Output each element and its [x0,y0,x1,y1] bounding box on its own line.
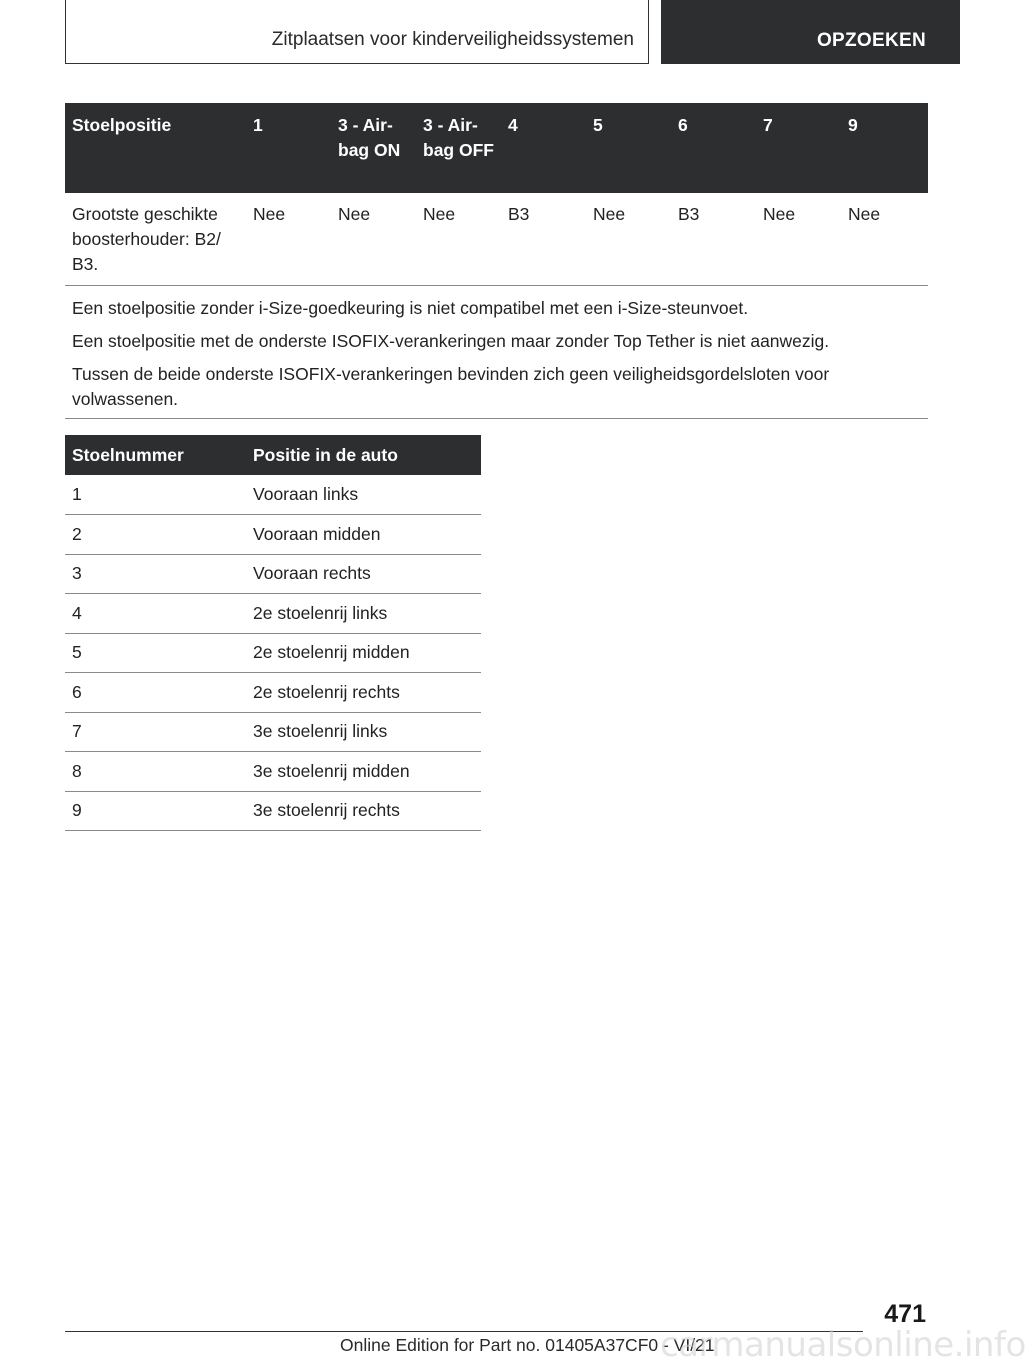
seat-position: Vooraan midden [246,515,481,555]
table-cell: B3 [671,193,756,286]
table-row [65,193,928,286]
seat-number: 4 [65,594,246,634]
seat-position: 2e stoelenrij rechts [246,673,481,713]
seat-position: 3e stoelenrij rechts [246,791,481,831]
column-header: Stoelnummer [65,435,246,475]
table-cell: Nee [416,193,501,286]
seat-number: 5 [65,633,246,673]
column-header: Stoelpositie [65,103,246,193]
seat-number: 1 [65,475,246,515]
column-header: 7 [756,103,841,193]
column-header: 3 - Air-bag ON [331,103,416,193]
table-notes-row [65,286,928,419]
table-cell: B3 [501,193,586,286]
column-header: 1 [246,103,331,193]
table-cell: Nee [586,193,671,286]
opzoeken-tab-label: OPZOEKEN [816,30,926,51]
table-cell: Nee [331,193,416,286]
seat-position: 2e stoelenrij midden [246,633,481,673]
seat-suitability-table [65,103,928,419]
table-row [65,752,481,792]
seat-number: 3 [65,554,246,594]
table-row [65,791,481,831]
page-number: 471 [884,1300,926,1328]
column-header: 4 [501,103,586,193]
table-cell: Nee [756,193,841,286]
watermark: carmanualsonline.info [660,1325,1026,1365]
table-header-row [65,435,481,475]
column-header: 9 [841,103,928,193]
seat-number: 2 [65,515,246,555]
table-cell: Nee [841,193,928,286]
seat-number: 6 [65,673,246,713]
seat-position: 3e stoelenrij midden [246,752,481,792]
seat-position-table [65,435,481,831]
table-header-row [65,103,928,193]
table-row [65,594,481,634]
column-header: Positie in de auto [246,435,481,475]
seat-position: 3e stoelenrij links [246,712,481,752]
edition-text: Online Edition for Part no. 01405A37CF0 - VI/21 [340,1335,715,1355]
table-cell: Grootste geschikte boosterhouder: B2/ B3. [65,193,246,286]
table-note: Een stoelpositie zonder i-Size-goedkeuring is niet compatibel met een i-Size-steunvoet. [72,298,749,318]
table-note: Een stoelpositie met de onderste ISOFIX-verankeringen maar zonder Top Tether is niet aanwezig. [72,331,830,351]
table-row [65,475,481,515]
section-header [65,0,649,64]
seat-position: 2e stoelenrij links [246,594,481,634]
seat-number: 9 [65,791,246,831]
table-note: Tussen de beide onderste ISOFIX-verankeringen bevinden zich geen veiligheidsgordelsloten voor volwassenen. [72,364,830,409]
column-header: 5 [586,103,671,193]
seat-number: 7 [65,712,246,752]
seat-position: Vooraan links [246,475,481,515]
table-row [65,633,481,673]
opzoeken-tab[interactable] [661,0,960,64]
seat-number: 8 [65,752,246,792]
table-row [65,515,481,555]
notes-cell [65,286,928,419]
seat-position: Vooraan rechts [246,554,481,594]
column-header: 6 [671,103,756,193]
table-row [65,712,481,752]
table-cell: Nee [246,193,331,286]
column-header: 3 - Air-bag OFF [416,103,501,193]
table-row [65,673,481,713]
section-title: Zitplaatsen voor kinderveiligheidssystemen [271,29,634,50]
table-row [65,554,481,594]
